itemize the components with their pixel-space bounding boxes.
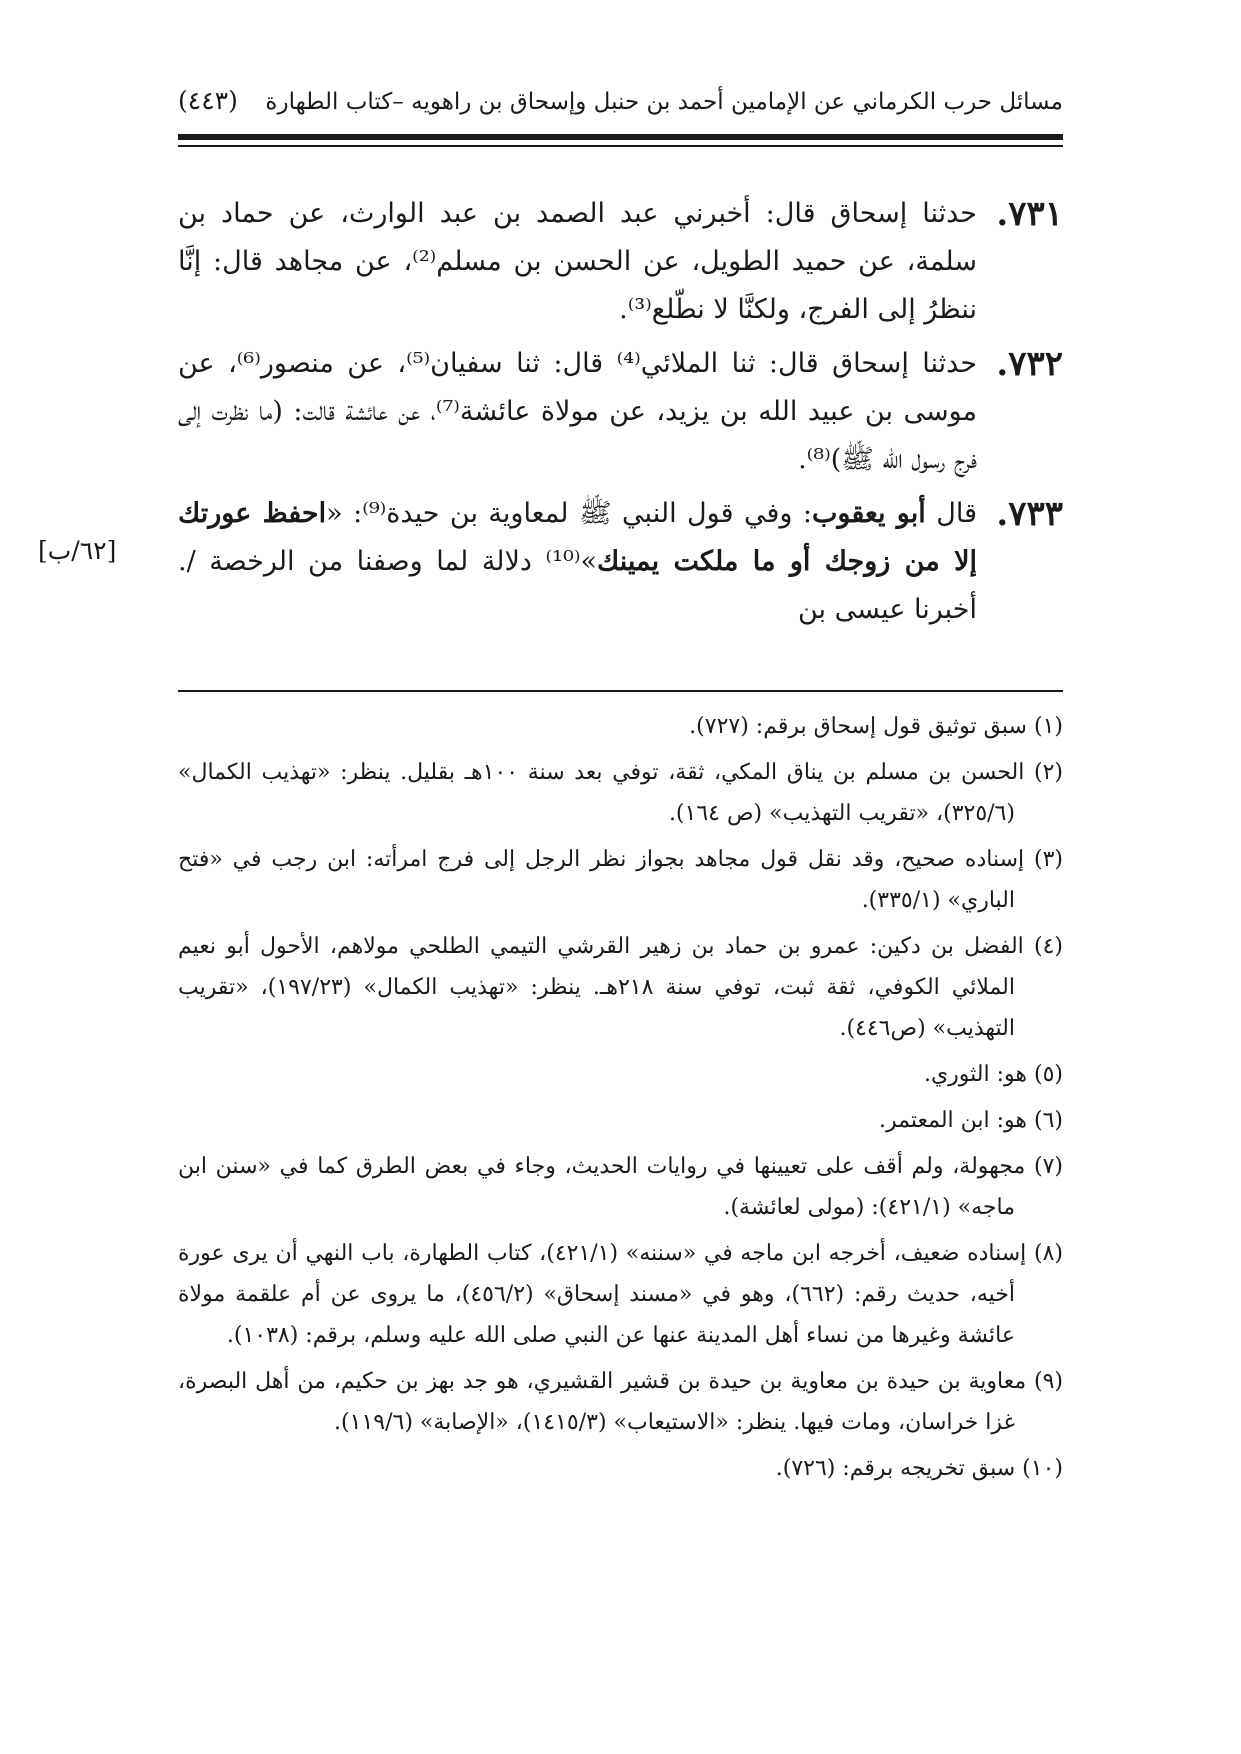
footnote-2: (٢) الحسن بن مسلم بن يناق المكي، ثقة، توفي بعد سنة ١٠٠هـ بقليل. ينظر: «تهذيب الكمال» (٣٢٥/٦)، «تقريب التهذيب» (ص ١٦٤).	[178, 760, 1063, 826]
footnote-1: (١) سبق توثيق قول إسحاق برقم: (٧٢٧).	[689, 714, 1063, 739]
narrator-name: أبو يعقوب	[811, 498, 926, 529]
entry-text-before: قال	[925, 498, 977, 529]
footnote-7: (٧) مجهولة، ولم أقف على تعيينها في روايات الحديث، وجاء في بعض الطرق كما في «سنن ابن ماجه» (٤٢١/١): (مولى لعائشة).	[178, 1154, 1063, 1220]
footnote-3: (٣) إسناده صحيح، وقد نقل قول مجاهد بجواز نظر الرجل إلى فرج امرأته: ابن رجب في «فتح الباري» (٣٣٥/١).	[178, 847, 1063, 913]
footnote-6: (٦) هو: ابن المعتمر.	[879, 1108, 1063, 1133]
main-text	[178, 190, 1063, 634]
manuscript-folio-marker: [٦٢/ب]	[38, 536, 117, 565]
entry-text: حدثنا إسحاق قال: أخبرني عبد الصمد بن عبد الوارث، عن حماد بن سلمة، عن حميد الطويل، عن الحسن بن مسلم⁽²⁾، عن مجاهد قال: إنَّا ننظرُ إلى الفرج، ولكنَّا لا نطّلع⁽³⁾.	[178, 198, 977, 325]
entry-732	[178, 340, 1063, 484]
header-rule-thin	[178, 145, 1063, 147]
entry-number: ٧٣٢.	[996, 344, 1063, 384]
entry-number: ٧٣٣.	[996, 494, 1063, 534]
hadith-quote: احفظ عورتك إلا من زوجك أو ما ملكت يمينك	[178, 498, 977, 577]
header-rule-thick	[178, 134, 1063, 140]
footnote-5: (٥) هو: الثوري.	[923, 1062, 1063, 1087]
footnote-9: (٩) معاوية بن حيدة بن معاوية بن حيدة بن قشير القشيري، هو جد بهز بن حكيم، من أهل البصرة، غزا خراسان، ومات فيها. ينظر: «الاستيعاب» (١٤١٥/٣)، «الإصابة» (١١٩/٦).	[178, 1369, 1063, 1435]
entry-number: ٧٣١.	[996, 194, 1063, 234]
entry-text-middle: : وفي قول النبي ﷺ لمعاوية بن حيدة⁽⁹⁾: «	[326, 498, 812, 529]
entry-733	[178, 490, 1063, 634]
footnote-4: (٤) الفضل بن دكين: عمرو بن حماد بن زهير القرشي التيمي الطلحي مولاهم، الأحول أبو نعيم الملائي الكوفي، ثقة ثبت، توفي سنة ٢١٨هـ. ينظر: «تهذيب الكمال» (١٩٧/٢٣)، «تقريب التهذيب» (ص٤٤٦).	[178, 934, 1063, 1041]
footnotes	[178, 706, 1063, 1489]
entry-731	[178, 190, 1063, 334]
entry-text-after: »⁽¹⁰⁾ دلالة لما وصفنا من الرخصة /. أخبرنا عيسى بن	[178, 546, 977, 625]
footnote-8: (٨) إسناده ضعيف، أخرجه ابن ماجه في «سننه» (٤٢١/١)، كتاب الطهارة، باب النهي أن يرى عورة أخيه، حديث رقم: (٦٦٢)، وهو في «مسند إسحاق» (٤٥٦/٢)، ما يروى عن أم علقمة مولاة عائشة وغيرها من نساء أهل المدينة عنها عن النبي صلى الله عليه وسلم، برقم: (١٠٣٨).	[178, 1241, 1063, 1348]
page-number: (٤٤٣)	[178, 86, 238, 115]
running-header	[178, 86, 1063, 126]
running-title: مسائل حرب الكرماني عن الإمامين أحمد بن حنبل وإسحاق بن راهويه –كتاب الطهارة	[265, 89, 1063, 115]
footnote-10: (١٠) سبق تخريجه برقم: (٧٢٦).	[775, 1456, 1063, 1481]
footnote-separator	[178, 690, 1063, 692]
entry-text: حدثنا إسحاق قال: ثنا الملائي⁽⁴⁾ قال: ثنا سفيان⁽⁵⁾، عن منصور⁽⁶⁾، عن موسى بن عبيد الله بن يزيد، عن مولاة عائشة⁽⁷⁾، عن عائشة قالت: (ما نظرت إلى فرج رسول الله ﷺ)⁽⁸⁾.	[178, 348, 978, 475]
